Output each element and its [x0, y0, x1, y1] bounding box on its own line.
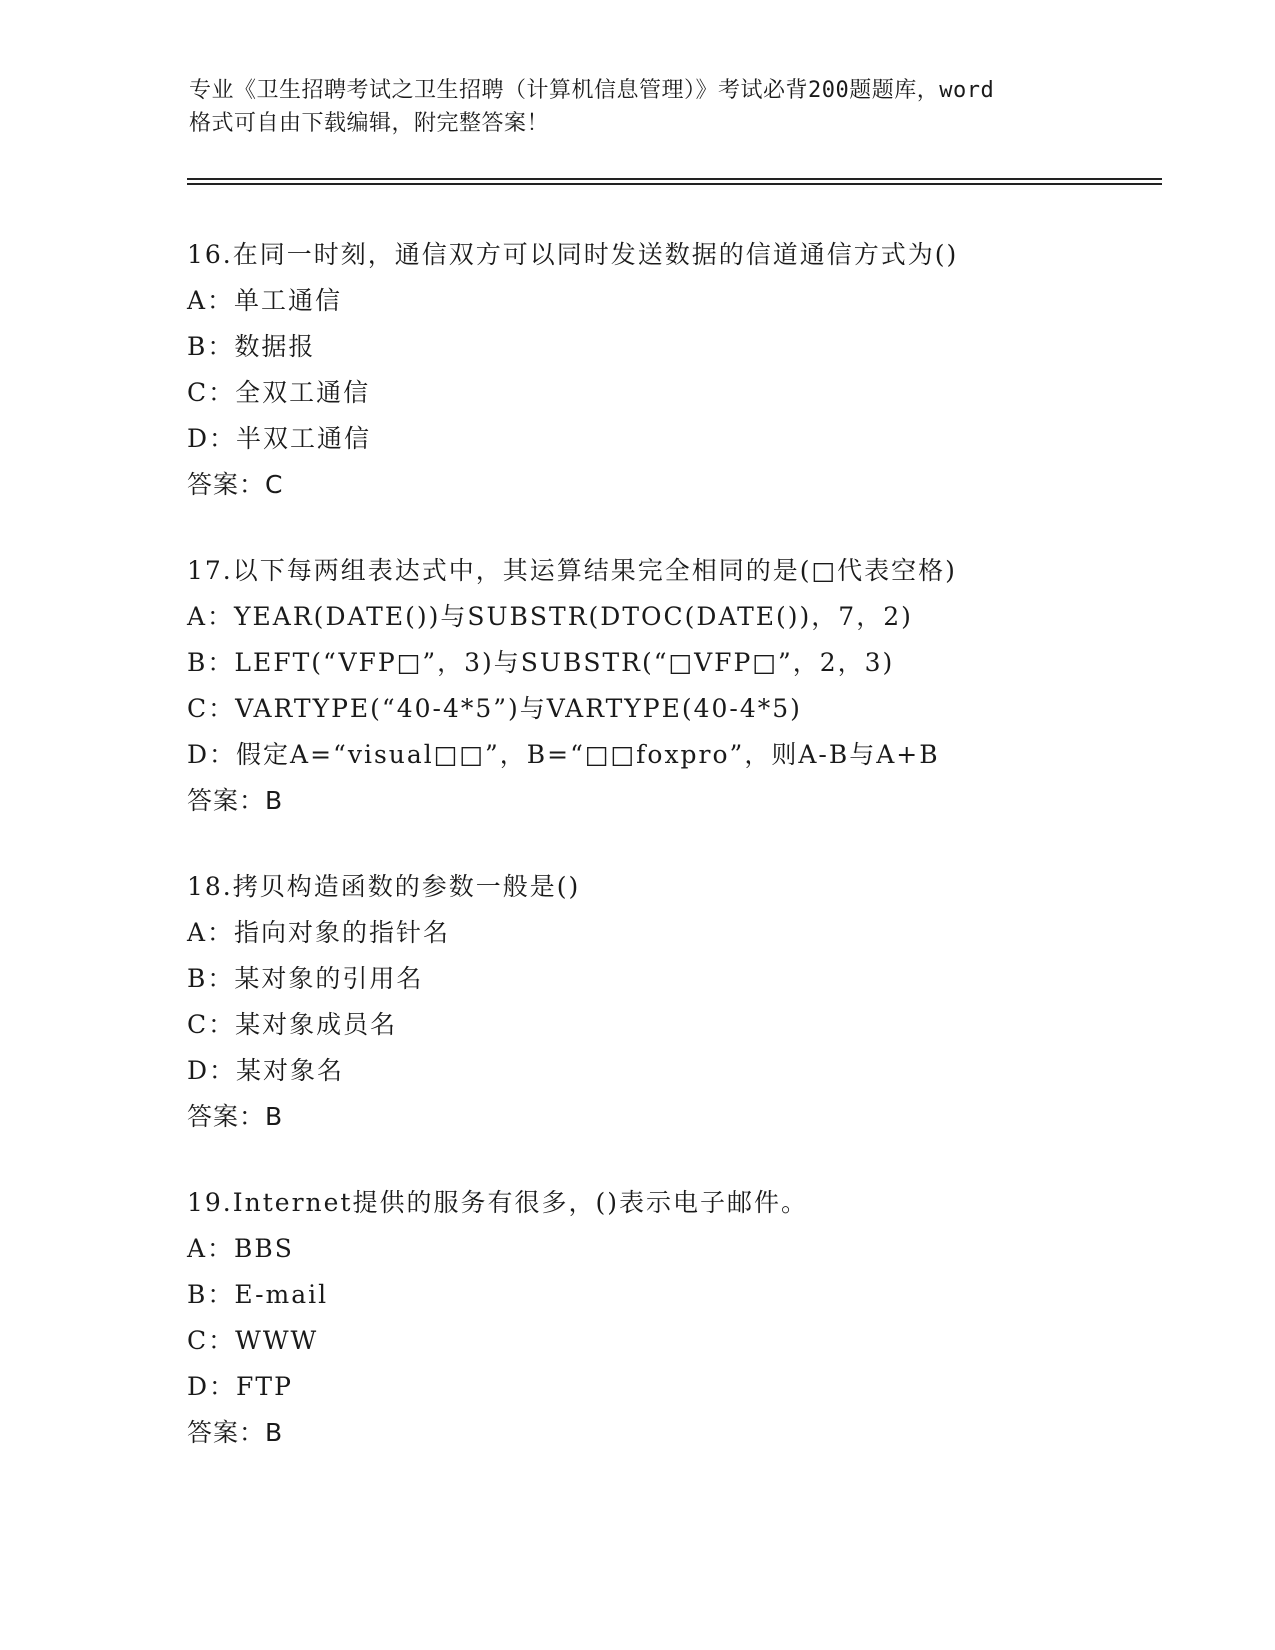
option-a: A：BBS: [187, 1234, 294, 1263]
question-17: [187, 548, 1187, 824]
option-c: C：某对象成员名: [187, 1010, 398, 1039]
header-line-1: 专业《卫生招聘考试之卫生招聘（计算机信息管理）》考试必背200题题库，word: [189, 78, 995, 103]
option-d: D：假定A=“visual□□”，B=“□□foxpro”，则A-B与A+B: [187, 740, 940, 769]
option-b: B：数据报: [187, 332, 316, 361]
header-divider-bottom: [187, 183, 1162, 185]
option-b: B：LEFT(“VFP□”，3)与SUBSTR(“□VFP□”，2，3): [187, 648, 895, 677]
question-16: [187, 232, 1187, 508]
option-c: C：WWW: [187, 1326, 319, 1355]
option-c: C：VARTYPE(“40-4*5”)与VARTYPE(40-4*5): [187, 694, 802, 723]
option-a: A：指向对象的指针名: [187, 918, 451, 947]
question-stem: 16.在同一时刻，通信双方可以同时发送数据的信道通信方式为(): [187, 240, 959, 269]
question-19: [187, 1180, 1187, 1456]
option-d: D：半双工通信: [187, 424, 372, 453]
question-18: [187, 864, 1187, 1140]
question-stem: 17.以下每两组表达式中，其运算结果完全相同的是(□代表空格): [187, 556, 957, 585]
answer: 答案：B: [187, 786, 284, 815]
question-stem: 18.拷贝构造函数的参数一般是(): [187, 872, 581, 901]
option-b: B：某对象的引用名: [187, 964, 424, 993]
header-divider-top: [187, 178, 1162, 180]
answer: 答案：C: [187, 470, 284, 499]
header-line-2: 格式可自由下载编辑，附完整答案！: [189, 111, 550, 136]
option-d: D：某对象名: [187, 1056, 345, 1085]
option-b: B：E-mail: [187, 1280, 329, 1309]
option-d: D：FTP: [187, 1372, 293, 1401]
answer: 答案：B: [187, 1102, 284, 1131]
question-stem: 19.Internet提供的服务有很多，()表示电子邮件。: [187, 1188, 808, 1217]
option-a: A：YEAR(DATE())与SUBSTR(DTOC(DATE())，7，2): [187, 602, 913, 631]
answer: 答案：B: [187, 1418, 284, 1447]
option-c: C：全双工通信: [187, 378, 371, 407]
document-header: [189, 74, 1109, 140]
option-a: A：单工通信: [187, 286, 343, 315]
